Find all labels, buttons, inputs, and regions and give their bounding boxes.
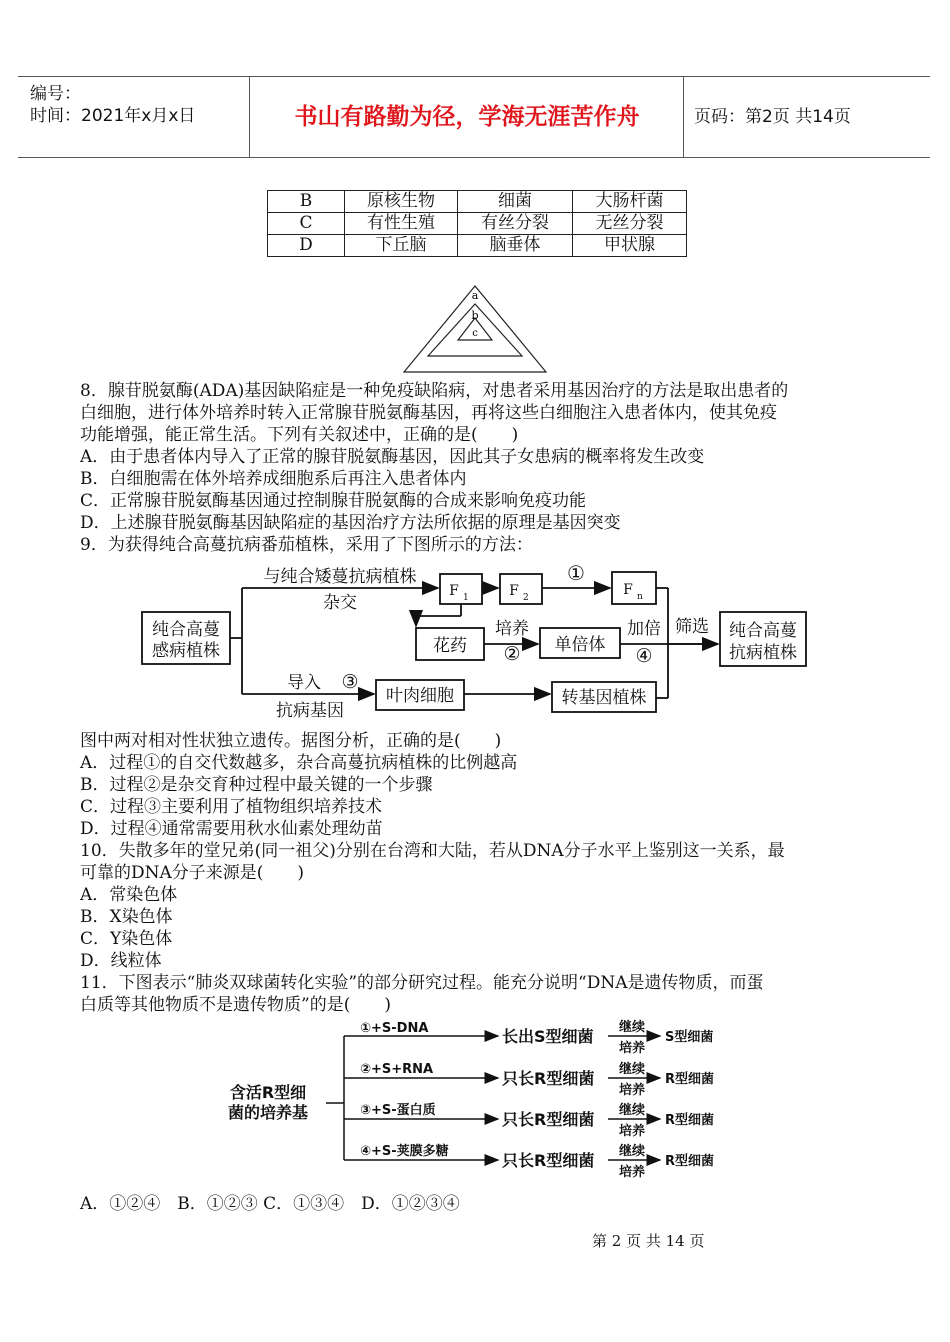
table-cell: 无丝分裂 [573,213,687,235]
culture-label: 培养 [618,1165,646,1180]
step3-label: ③ [341,671,359,693]
source-label-1: 含活R型细 [229,1083,307,1102]
culture-label: 培养 [618,1083,646,1098]
f1-subscript: 1 [463,593,469,603]
select-label: 筛选 [675,617,709,637]
start-label-2: 感病植株 [152,641,220,661]
time-label: 时间：2021年x月x日 [30,106,196,126]
cross-bottom-label: 杂交 [323,593,357,613]
triangle-label-c: c [472,328,478,339]
end-label-1: 纯合高蔓 [729,621,797,641]
q9-breeding-diagram [130,560,830,725]
branch4-label: ④+S-荚膜多糖 [360,1144,449,1159]
table-cell: 大肠杆菌 [573,191,687,213]
fn-label: F [623,582,633,598]
table-cell: 细菌 [458,191,573,213]
haploid-label: 单倍体 [554,635,606,655]
continue-label: 继续 [618,1144,646,1159]
f1-box [440,574,482,604]
end-label-2: 抗病植株 [729,643,797,663]
table-row [268,191,687,213]
fn-subscript: n [637,592,643,602]
table-cell: 有性生殖 [345,213,458,235]
nested-triangle-figure [400,282,550,374]
f2-subscript: 2 [523,593,529,603]
page-footer: 第 2 页 共 14 页 [592,1232,705,1250]
q9-option-c: C．过程③主要利用了植物组织培养技术 [80,797,383,817]
table-cell: B [268,191,345,213]
branch2-final: R型细菌 [665,1072,715,1087]
table-cell: 下丘脑 [345,235,458,257]
transgenic-label: 转基因植株 [561,688,647,708]
table-cell: D [268,235,345,257]
q8-option-d: D．上述腺苷脱氨酶基因缺陷症的基因治疗方法所依据的原理是基因突变 [80,513,621,533]
gene-label: 抗病基因 [276,701,344,721]
branch2-label: ②+S+RNA [360,1062,434,1077]
mesophyll-label: 叶肉细胞 [386,686,454,706]
q9-after-text: 图中两对相对性状独立遗传。据图分析，正确的是( ) [80,731,502,751]
f2-box [500,574,542,604]
q10-option-b: B．X染色体 [80,907,173,927]
q8-stem-line: 功能增强，能正常生活。下列有关叙述中，正确的是( ) [80,425,519,445]
cross-top-label: 与纯合矮蔓抗病植株 [263,567,417,587]
q10-option-d: D．线粒体 [80,951,162,971]
branch1-final: S型细菌 [665,1030,714,1045]
table-row [268,235,687,257]
q11-options: A．①②④ B．①②③ C．①③④ D．①②③④ [80,1194,460,1214]
step1-label: ① [567,561,585,585]
q8-option-c: C．正常腺苷脱氨酶基因通过控制腺苷脱氨酶的合成来影响免疫功能 [80,491,587,511]
q10-stem-line: 10．失散多年的堂兄弟(同一祖父)分别在台湾和大陆，若从DNA分子水平上鉴别这一关系，最 [80,841,785,861]
q10-option-a: A．常染色体 [80,885,178,905]
continue-label: 继续 [618,1062,646,1077]
branch3-result: 只长R型细菌 [502,1110,595,1129]
culture-label: 培养 [618,1041,646,1056]
table-cell: C [268,213,345,235]
branch3-final: R型细菌 [665,1113,715,1128]
branch1-label: ①+S-DNA [360,1021,429,1036]
branch4-result: 只长R型细菌 [502,1151,595,1170]
number-label: 编号： [30,84,81,104]
start-label-1: 纯合高蔓 [152,620,220,640]
branch2-result: 只长R型细菌 [502,1069,595,1088]
header-info [18,77,250,157]
branch3-label: ③+S-蛋白质 [360,1103,436,1118]
fn-box [612,572,656,604]
q8-option-b: B．白细胞需在体外培养成细胞系后再注入患者体内 [80,469,467,489]
branch4-final: R型细菌 [665,1154,715,1169]
page-header [18,76,930,158]
table-cell: 甲状腺 [573,235,687,257]
import-label: 导入 [287,673,321,693]
f2-label: F [509,583,519,599]
table-cell: 有丝分裂 [458,213,573,235]
step2-label: ② [503,643,521,665]
q11-transformation-diagram [210,1016,750,1184]
source-label-2: 菌的培养基 [227,1103,309,1122]
double-label: 加倍 [627,619,661,639]
q9-stem: 9．为获得纯合高蔓抗病番茄植株，采用了下图所示的方法： [80,535,533,555]
q9-option-b: B．过程②是杂交育种过程中最关键的一个步骤 [80,775,433,795]
q10-stem-line: 可靠的DNA分子来源是( ) [80,863,305,883]
q8-stem-line: 白细胞，进行体外培养时转入正常腺苷脱氨酶基因，再将这些白细胞注入患者体内，使其免疫 [80,403,777,423]
header-page-label: 页码：第2页 共14页 [694,107,851,127]
q8-stem-line: 8．腺苷脱氨酶(ADA)基因缺陷症是一种免疫缺陷病，对患者采用基因治疗的方法是取出患者的 [80,381,789,401]
q9-option-d: D．过程④通常需要用秋水仙素处理幼苗 [80,819,383,839]
header-motto: 书山有路勤为径，学海无涯苦作舟 [251,77,684,157]
q8-option-a: A．由于患者体内导入了正常的腺苷脱氨酶基因，因此其子女患病的概率将发生改变 [80,447,705,467]
anther-label: 花药 [433,636,467,656]
triangle-label-b: b [471,309,479,322]
continue-label: 继续 [618,1103,646,1118]
options-table [267,190,687,257]
q11-stem-line: 11．下图表示“肺炎双球菌转化实验”的部分研究过程。能充分说明“DNA是遗传物质，而蛋 [80,973,764,993]
continue-label: 继续 [618,1020,646,1035]
culture-label: 培养 [618,1124,646,1139]
f1-label: F [449,583,459,599]
q10-option-c: C．Y染色体 [80,929,173,949]
q11-stem-line: 白质等其他物质不是遗传物质”的是( ) [80,995,391,1015]
table-cell: 脑垂体 [458,235,573,257]
culture-label: 培养 [495,619,529,639]
table-row [268,213,687,235]
triangle-label-a: a [471,289,479,302]
branch1-result: 长出S型细菌 [502,1027,594,1046]
q9-option-a: A．过程①的自交代数越多，杂合高蔓抗病植株的比例越高 [80,753,518,773]
table-cell: 原核生物 [345,191,458,213]
step4-label: ④ [635,645,653,667]
